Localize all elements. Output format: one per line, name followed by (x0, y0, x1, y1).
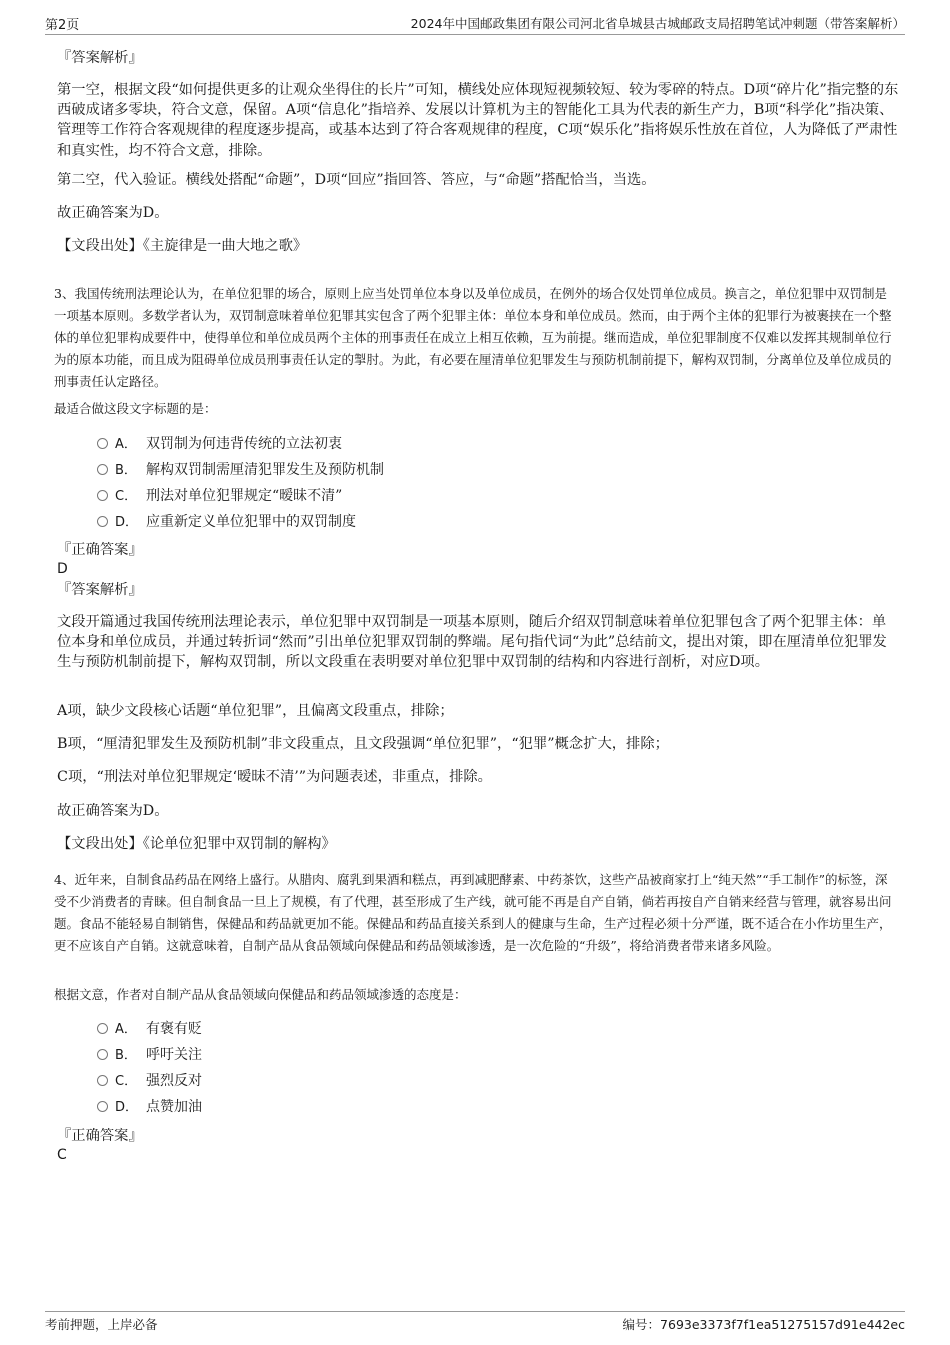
option-text: 双罚制为何违背传统的立法初衷 (146, 436, 342, 452)
q3-analysis-label: 『答案解析』 (57, 582, 143, 598)
q4-question: 根据文意，作者对自制产品从食品领域向保健品和药品领域渗透的态度是： (54, 987, 467, 1002)
page-footer (45, 1311, 905, 1334)
q3-answer-label: 『正确答案』 (57, 542, 143, 558)
q4-stem: 4、近年来，自制食品药品在网络上盛行。从腊肉、腐乳到果酒和糕点，再到减肥酵素、中药茶饮，这些产品被商家打上“纯天然”“手工制作”的标签，深受不少消费者的青睐。但自制食品一旦上了规模，有了代理，甚至形成了生产线，就可能不再是自产自销，倘若再按自产自销来经营与管理，就容易出问题。食品不能轻易自制销售，保健品和药品就更加不能。保健品和药品直接关系到人的健康与生命，生产过程必须十分严谨，既不适合在小作坊里生产，更不应该自产自销。这就意味着，自制产品从食品领域向保健品和药品领域渗透，是一次危险的“升级”，将给消费者带来诸多风险。 (54, 872, 892, 953)
q2-source: 【文段出处】《主旋律是一曲大地之歌》 (57, 238, 308, 254)
option-letter: B． (115, 463, 137, 478)
radio-icon[interactable] (97, 1075, 108, 1086)
q3-analysis-p1: 文段开篇通过我国传统刑法理论表示，单位犯罪中双罚制是一项基本原则，随后介绍双罚制意味着单位犯罪包含了两个犯罪主体：单位本身和单位成员，并通过转折词“然而”引出单位犯罪双罚制的弊端。尾句指代词“为此”总结前文，提出对策，即在厘清单位犯罪发生与预防机制前提下，解构双罚制，所以文段重在表明要对单位犯罪中双罚制的结构和内容进行剖析，对应D项。 (57, 614, 887, 671)
q4-answer-value: C (57, 1147, 67, 1163)
option-letter: A． (115, 437, 137, 452)
option-text: 点赞加油 (146, 1099, 202, 1115)
option-letter: C． (115, 1074, 138, 1089)
q3-option-a[interactable] (97, 434, 342, 455)
q2-analysis-label: 『答案解析』 (57, 50, 143, 66)
q2-analysis-p1: 第一空，根据文段“如何提供更多的让观众坐得住的长片”可知，横线处应体现短视频较短、较为零碎的特点。D项“碎片化”指完整的东西破成诸多零块，符合文意，保留。A项“信息化”指培养、发展以计算机为主的智能化工具为代表的新生产力，B项“科学化”指决策、管理等工作符合客观规律的程度逐步提高，或基本达到了符合客观规律的程度，C项“娱乐化”指将娱乐性放在首位，人为降低了严肃性和真实性，均不符合文意，排除。 (57, 82, 899, 159)
q3-answer-value: D (57, 561, 68, 577)
q3-option-d[interactable] (97, 512, 356, 533)
q2-conclusion: 故正确答案为D。 (57, 205, 169, 221)
option-letter: D． (115, 1100, 139, 1115)
q4-option-c[interactable] (97, 1071, 202, 1092)
radio-icon[interactable] (97, 1101, 108, 1112)
q3-source: 【文段出处】《论单位犯罪中双罚制的解构》 (57, 836, 336, 852)
page-header (45, 14, 905, 35)
q3-analysis-b: B项，“厘清犯罪发生及预防机制”非文段重点，且文段强调“单位犯罪”，“犯罪”概念扩大，排除； (57, 736, 669, 752)
page-number: 第2页 (45, 18, 80, 33)
option-letter: C． (115, 489, 138, 504)
option-letter: D． (115, 515, 139, 530)
q2-analysis-p2: 第二空，代入验证。横线处搭配“命题”，D项“回应”指回答、答应，与“命题”搭配恰当，当选。 (57, 172, 656, 188)
radio-icon[interactable] (97, 1023, 108, 1034)
q3-option-b[interactable] (97, 460, 384, 481)
option-text: 有褒有贬 (146, 1021, 202, 1037)
document-id: 编号：7693e3373f7f1ea51275157d91e442ec (622, 1317, 905, 1332)
footer-slogan: 考前押题，上岸必备 (45, 1317, 158, 1332)
radio-icon[interactable] (97, 516, 108, 527)
q4-option-d[interactable] (97, 1097, 202, 1118)
document-title: 2024年中国邮政集团有限公司河北省阜城县古城邮政支局招聘笔试冲刺题（带答案解析） (410, 16, 905, 31)
option-letter: B． (115, 1048, 137, 1063)
q3-question: 最适合做这段文字标题的是： (54, 401, 217, 416)
option-letter: A． (115, 1022, 137, 1037)
option-text: 呼吁关注 (146, 1047, 202, 1063)
radio-icon[interactable] (97, 1049, 108, 1060)
option-text: 强烈反对 (146, 1073, 202, 1089)
q3-analysis-c: C项，“刑法对单位犯罪规定‘暧昧不清’”为问题表述，非重点，排除。 (57, 769, 492, 785)
q4-option-b[interactable] (97, 1045, 202, 1066)
q3-stem: 3、我国传统刑法理论认为，在单位犯罪的场合，原则上应当处罚单位本身以及单位成员，在例外的场合仅处罚单位成员。换言之，单位犯罪中双罚制是一项基本原则。多数学者认为，双罚制意味着单位犯罪其实包含了两个犯罪主体：单位本身和单位成员。然而，由于两个主体的犯罪行为被裹挟在一个整体的单位犯罪构成要件中，使得单位和单位成员两个主体的刑事责任在成立上相互依赖，互为前提。继而造成，单位犯罪制度不仅难以发挥其规制单位行为的原本功能，而且成为阻碍单位成员刑事责任认定的掣肘。为此，有必要在厘清单位犯罪发生与预防机制前提下，解构双罚制，分离单位及单位成员的刑事责任认定路径。 (54, 286, 892, 389)
radio-icon[interactable] (97, 464, 108, 475)
option-text: 刑法对单位犯罪规定“暧昧不清” (146, 488, 343, 504)
q4-option-a[interactable] (97, 1019, 202, 1040)
radio-icon[interactable] (97, 438, 108, 449)
option-text: 应重新定义单位犯罪中的双罚制度 (146, 514, 356, 530)
option-text: 解构双罚制需厘清犯罪发生及预防机制 (146, 462, 384, 478)
q3-option-c[interactable] (97, 486, 342, 507)
q3-analysis-a: A项，缺少文段核心话题“单位犯罪”，且偏离文段重点，排除； (57, 703, 454, 719)
q3-conclusion: 故正确答案为D。 (57, 803, 169, 819)
q4-answer-label: 『正确答案』 (57, 1128, 143, 1144)
radio-icon[interactable] (97, 490, 108, 501)
